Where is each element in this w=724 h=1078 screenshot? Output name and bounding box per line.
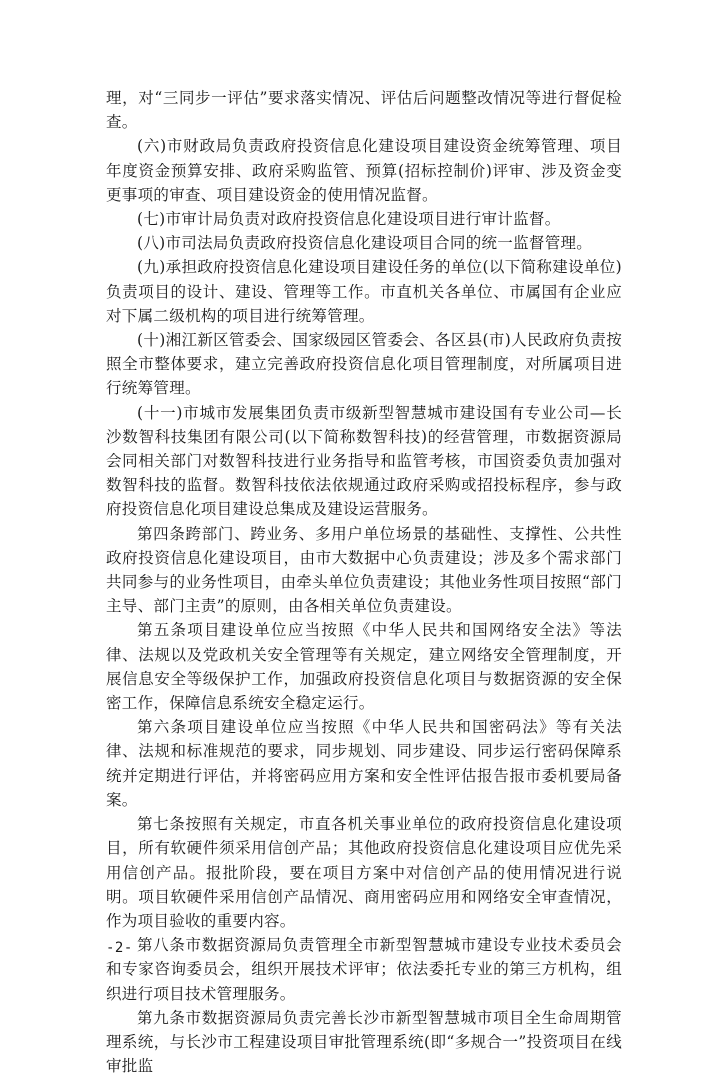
paragraph: (十)湘江新区管委会、国家级园区管委会、各区县(市)人民政府负责按照全市整体要求，建立完善政府投资信息化项目管理制度，对所属项目进行统筹管理。 [106,331,622,398]
page-number: -2- [106,940,133,956]
paragraph: (六)市财政局负责政府投资信息化建设项目建设资金统筹管理、项目年度资金预算安排、政府采购监管、预算(招标控制价)评审、涉及资金变更事项的审查、项目建设资金的使用情况监督。 [106,137,622,204]
paragraph: 第六条项目建设单位应当按照《中华人民共和国密码法》等有关法律、法规和标准规范的要求，同步规划、同步建设、同步运行密码保障系统并定期进行评估，并将密码应用方案和安全性评估报告报市委机要局备案。 [106,718,622,809]
paragraph: (十一)市城市发展集团负责市级新型智慧城市建设国有专业公司—长沙数智科技集团有限公司(以下简称数智科技)的经营管理，市数据资源局会同相关部门对数智科技进行业务指导和监管考核，市国资委负责加强对数智科技的监督。数智科技依法依规通过政府采购或招投标程序，参与政府投资信息化项目建设总集成及建设运营服务。 [106,403,622,519]
paragraph: 第五条项目建设单位应当按照《中华人民共和国网络安全法》等法律、法规以及党政机关安全管理等有关规定，建立网络安全管理制度，开展信息安全等级保护工作，加强政府投资信息化项目与数据资源的安全保密工作，保障信息系统安全稳定运行。 [106,621,622,713]
paragraph: (九)承担政府投资信息化建设项目建设任务的单位(以下简称建设单位)负责项目的设计、建设、管理等工作。市直机关各单位、市属国有企业应对下属二级机构的项目进行统筹管理。 [106,258,622,325]
document-body [106,86,622,1078]
paragraph: (八)市司法局负责政府投资信息化建设项目合同的统一监督管理。 [137,234,593,253]
paragraph: 第九条市数据资源局负责完善长沙市新型智慧城市项目全生命周期管理系统，与长沙市工程建设项目审批管理系统(即“多规合一”投资项目在线审批监 [106,1008,622,1076]
paragraph: 第七条按照有关规定，市直各机关事业单位的政府投资信息化建设项目，所有软硬件须采用信创产品；其他政府投资信息化建设项目应优先采用信创产品。报批阶段，要在项目方案中对信创产品的使用情况进行说明。项目软硬件采用信创产品情况、商用密码应用和网络安全审查情况，作为项目验收的重要内容。 [106,815,622,930]
paragraph: (七)市审计局负责对政府投资信息化建设项目进行审计监督。 [137,210,561,229]
paragraph: 理，对“三同步一评估”要求落实情况、评估后问题整改情况等进行督促检查。 [106,89,622,132]
paragraph: 第八条市数据资源局负责管理全市新型智慧城市建设专业技术委员会和专家咨询委员会，组织开展技术评审；依法委托专业的第三方机构，组织进行项目技术管理服务。 [106,936,622,1003]
paragraph: 第四条跨部门、跨业务、多用户单位场景的基础性、支撑性、公共性政府投资信息化建设项目，由市大数据中心负责建设；涉及多个需求部门共同参与的业务性项目，由牵头单位负责建设；其他业务性项目按照“部门主导、部门主责”的原则，由各相关单位负责建设。 [106,524,622,616]
